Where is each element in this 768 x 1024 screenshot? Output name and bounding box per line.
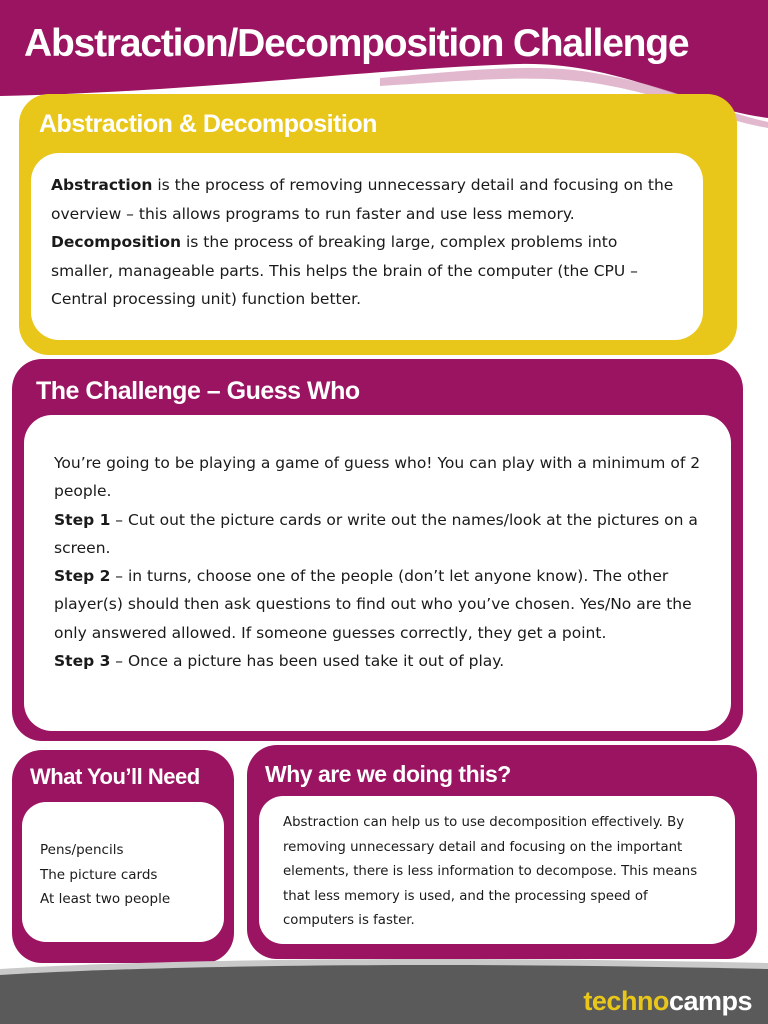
challenge-card (12, 359, 743, 741)
technocamps-logo (583, 986, 752, 1017)
abstraction-text: is the process of removing unnecessary detail and focusing on the overview – this allows programs to run faster and use less memory. (51, 176, 674, 223)
step-2-text: – in turns, choose one of the people (don’t let anyone know). The other player(s) should then ask questions to find out who you’ve chosen. Yes/No are the only answered allowed. If someone guesses correctly, they get a point. (54, 567, 692, 642)
list-item: Pens/pencils (40, 842, 124, 858)
challenge-instructions (54, 449, 701, 675)
abstraction-card-body (31, 153, 703, 340)
why-explanation: Abstraction can help us to use decomposition effectively. By removing unnecessary detail and focusing on the important elements, there is less information to decompose. This means that less memory is used, and the processing speed of computers is faster. (283, 815, 698, 929)
abstraction-card (19, 94, 737, 355)
decomposition-term: Decomposition (51, 233, 182, 252)
abstraction-term: Abstraction (51, 176, 153, 194)
step-3-label: Step 3 (54, 652, 111, 671)
list-item: At least two people (40, 891, 171, 907)
why-card-body (259, 796, 735, 944)
logo-part-camps: camps (668, 986, 752, 1016)
page-title: Abstraction/Decomposition Challenge (24, 22, 689, 65)
list-item: The picture cards (40, 866, 158, 883)
why-card (247, 745, 757, 959)
challenge-card-title: The Challenge – Guess Who (36, 377, 360, 405)
abstraction-definition (51, 171, 683, 314)
step-2-label: Step 2 (54, 567, 111, 586)
step-1-label: Step 1 (54, 510, 111, 529)
abstraction-card-title: Abstraction & Decomposition (39, 110, 377, 138)
what-youll-need-title: What You’ll Need (30, 764, 200, 789)
step-3-text: – Once a picture has been used take it out of play. (110, 652, 505, 671)
logo-part-techno: techno (583, 986, 669, 1016)
why-card-title: Why are we doing this? (265, 761, 511, 787)
step-1-text: – Cut out the picture cards or write out the names/look at the pictures on a screen. (54, 510, 698, 557)
challenge-card-body (24, 415, 731, 731)
what-youll-need-body (22, 802, 224, 942)
what-youll-need-card (12, 750, 234, 963)
decomposition-text: is the process of breaking large, complex problems into smaller, manageable parts. This helps the brain of the computer (the CPU – Central processing unit) function better. (51, 233, 638, 309)
challenge-intro: You’re going to be playing a game of guess who! You can play with a minimum of 2 people. (54, 454, 701, 501)
